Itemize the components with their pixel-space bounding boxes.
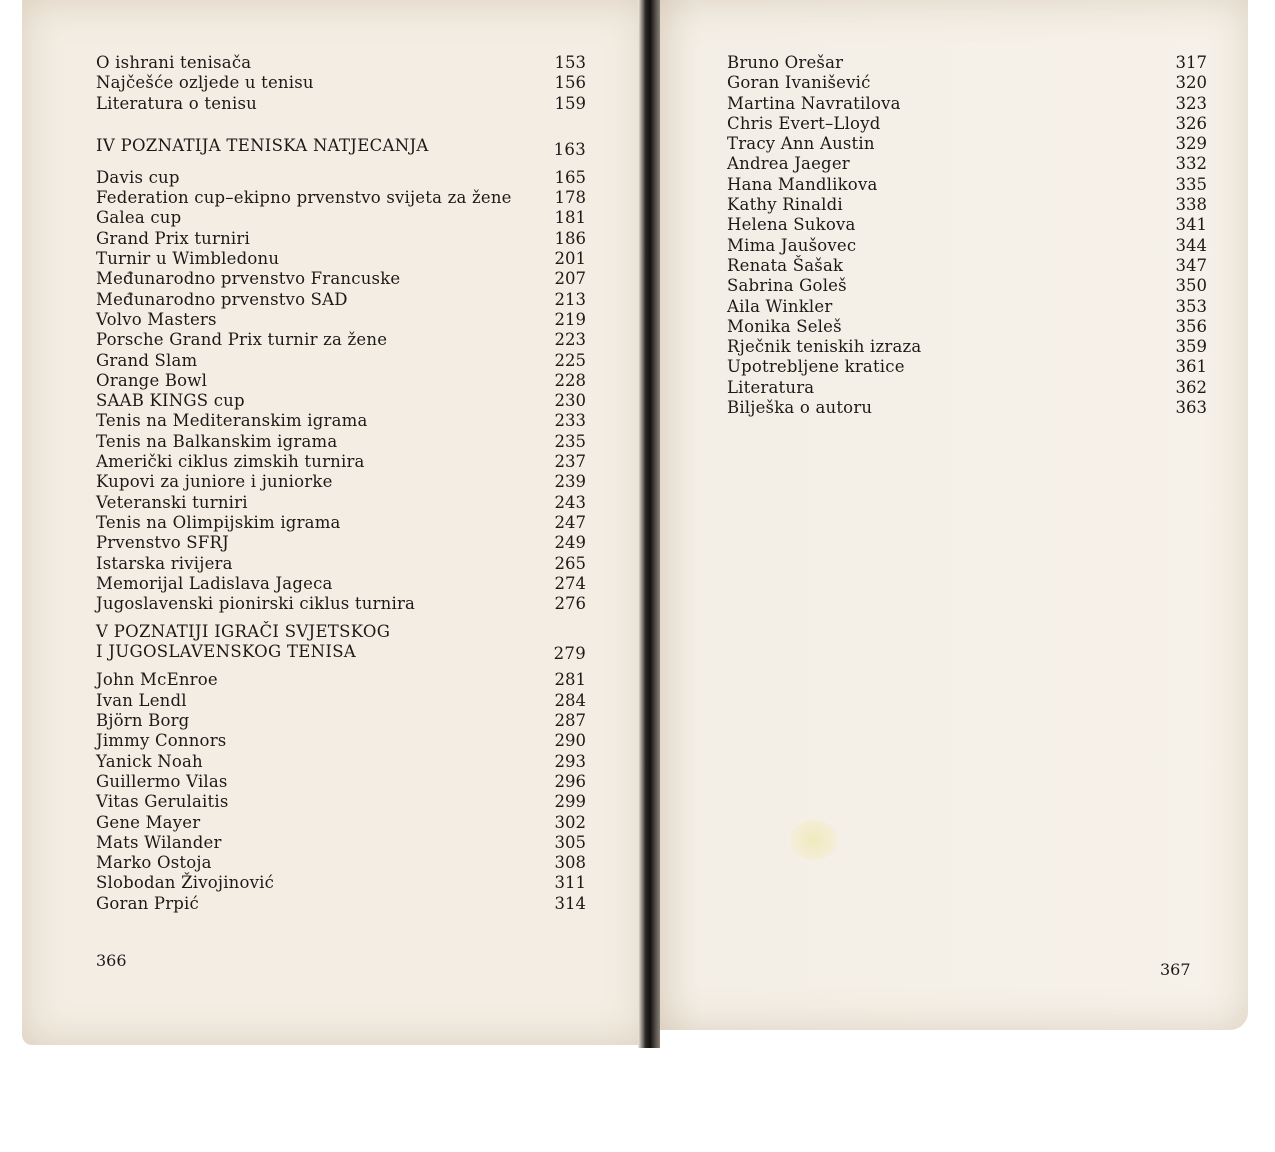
toc-group-right xyxy=(727,53,1207,418)
toc-entry-page: 363 xyxy=(1175,398,1207,418)
toc-entry-title: Literatura xyxy=(727,377,815,397)
toc-entry-title: Goran Ivanišević xyxy=(727,73,871,93)
section-iv-page: 163 xyxy=(553,139,586,159)
toc-entry xyxy=(727,94,1207,114)
toc-entry xyxy=(96,752,586,772)
toc-entry-title: Martina Navratilova xyxy=(727,93,901,113)
toc-entry-page: 329 xyxy=(1175,134,1207,154)
toc-entry-title: Vitas Gerulaitis xyxy=(96,792,229,812)
toc-entry-title: Björn Borg xyxy=(96,711,190,731)
toc-entry-title: Andrea Jaeger xyxy=(727,154,850,174)
page-number-left: 366 xyxy=(96,951,127,970)
toc-entry-title: Bilješka o autoru xyxy=(727,398,873,418)
toc-entry-page: 213 xyxy=(554,289,586,309)
toc-entry-title: Grand Prix turniri xyxy=(96,228,250,248)
toc-entry xyxy=(96,411,586,431)
toc-entry-page: 274 xyxy=(554,573,586,593)
toc-entry xyxy=(727,337,1207,357)
toc-entry-page: 299 xyxy=(554,792,586,812)
toc-entry-page: 362 xyxy=(1175,377,1207,397)
toc-entry xyxy=(96,229,586,249)
toc-entry-page: 243 xyxy=(554,492,586,512)
toc-entry-page: 207 xyxy=(554,269,586,289)
toc-entry-page: 311 xyxy=(554,873,586,893)
toc-entry xyxy=(727,276,1207,296)
toc-entry-page: 228 xyxy=(554,370,586,390)
toc-entry-title: Rječnik teniskih izraza xyxy=(727,337,922,357)
toc-right xyxy=(727,53,1207,418)
toc-entry-title: Tenis na Mediteranskim igrama xyxy=(96,411,368,431)
toc-entry-title: John McEnroe xyxy=(96,670,218,690)
toc-entry-title: Prvenstvo SFRJ xyxy=(96,533,229,553)
toc-entry-page: 165 xyxy=(554,167,586,187)
toc-entry-title: Turnir u Wimbledonu xyxy=(96,249,280,269)
toc-entry-title: Bruno Orešar xyxy=(727,53,844,72)
toc-group-top xyxy=(96,53,586,114)
toc-entry-page: 265 xyxy=(554,553,586,573)
toc-entry-title: Tenis na Balkanskim igrama xyxy=(96,431,338,451)
toc-entry-title: Renata Šašak xyxy=(727,255,844,275)
toc-entry-page: 249 xyxy=(554,533,586,553)
toc-entry xyxy=(96,574,586,594)
toc-entry-page: 359 xyxy=(1175,337,1207,357)
toc-entry-page: 356 xyxy=(1175,316,1207,336)
section-v-title-line2: I JUGOSLAVENSKOG TENISA xyxy=(96,642,357,662)
toc-entry-page: 178 xyxy=(554,188,586,208)
toc-entry-page: 323 xyxy=(1175,93,1207,113)
section-v-title-line1: V POZNATIJI IGRAČI SVJETSKOG xyxy=(96,622,391,642)
toc-entry-title: Marko Ostoja xyxy=(96,853,212,873)
toc-entry xyxy=(96,894,586,914)
toc-entry-page: 186 xyxy=(554,228,586,248)
toc-entry-title: Veteranski turniri xyxy=(96,492,248,512)
scanner-margin xyxy=(0,1048,1275,1152)
toc-entry-page: 347 xyxy=(1175,255,1207,275)
toc-entry-title: SAAB KINGS cup xyxy=(96,391,245,411)
toc-entry-page: 156 xyxy=(554,73,586,93)
toc-entry-page: 296 xyxy=(554,771,586,791)
toc-entry xyxy=(96,731,586,751)
toc-entry-page: 237 xyxy=(554,452,586,472)
toc-entry-title: Slobodan Živojinović xyxy=(96,873,275,893)
toc-entry xyxy=(96,493,586,513)
toc-entry-page: 302 xyxy=(554,812,586,832)
section-heading-iv xyxy=(96,136,586,160)
toc-entry-title: Volvo Masters xyxy=(96,309,217,329)
toc-entry-title: Upotrebljene kratice xyxy=(727,357,905,377)
toc-group-iv xyxy=(96,168,586,615)
toc-entry xyxy=(96,792,586,812)
toc-entry-page: 181 xyxy=(554,208,586,228)
toc-entry xyxy=(96,290,586,310)
toc-entry xyxy=(727,398,1207,418)
toc-entry-title: Helena Sukova xyxy=(727,215,856,235)
toc-entry-page: 308 xyxy=(554,853,586,873)
toc-entry-page: 338 xyxy=(1175,195,1207,215)
toc-entry-title: Goran Prpić xyxy=(96,893,199,913)
toc-entry xyxy=(96,310,586,330)
toc-entry-page: 350 xyxy=(1175,276,1207,296)
toc-entry-title: Jugoslavenski pionirski ciklus turnira xyxy=(96,594,416,614)
section-heading-v xyxy=(96,622,586,664)
toc-entry-title: Monika Seleš xyxy=(727,316,842,336)
toc-entry-title: Gene Mayer xyxy=(96,812,201,832)
toc-entry-title: Najčešće ozljede u tenisu xyxy=(96,73,314,93)
toc-entry-title: Tracy Ann Austin xyxy=(727,134,875,154)
toc-entry-title: Kupovi za juniore i juniorke xyxy=(96,472,333,492)
toc-entry xyxy=(727,357,1207,377)
toc-entry xyxy=(727,236,1207,256)
toc-entry-page: 159 xyxy=(554,93,586,113)
toc-entry-page: 326 xyxy=(1175,113,1207,133)
toc-entry-title: Jimmy Connors xyxy=(96,731,227,751)
toc-left xyxy=(96,53,586,914)
toc-entry-title: Mats Wilander xyxy=(96,832,222,852)
toc-entry-title: Grand Slam xyxy=(96,350,198,370)
toc-entry xyxy=(96,533,586,553)
toc-entry-page: 225 xyxy=(554,350,586,370)
toc-entry-title: Tenis na Olimpijskim igrama xyxy=(96,512,341,532)
toc-entry-title: Galea cup xyxy=(96,208,182,228)
toc-entry xyxy=(96,208,586,228)
toc-entry-page: 332 xyxy=(1175,154,1207,174)
toc-entry xyxy=(96,371,586,391)
toc-entry-page: 317 xyxy=(1175,53,1207,72)
toc-entry xyxy=(727,215,1207,235)
toc-entry-page: 153 xyxy=(554,53,586,72)
toc-entry-title: Guillermo Vilas xyxy=(96,771,228,791)
toc-entry-page: 239 xyxy=(554,472,586,492)
toc-entry-page: 284 xyxy=(554,690,586,710)
toc-entry-title: Literatura o tenisu xyxy=(96,93,257,113)
toc-entry-title: Međunarodno prvenstvo SAD xyxy=(96,289,348,309)
toc-entry-title: Sabrina Goleš xyxy=(727,276,847,296)
toc-entry xyxy=(727,154,1207,174)
toc-group-v xyxy=(96,670,586,914)
toc-entry-page: 230 xyxy=(554,391,586,411)
toc-entry-page: 305 xyxy=(554,832,586,852)
toc-entry xyxy=(727,73,1207,93)
toc-entry xyxy=(96,452,586,472)
toc-entry xyxy=(96,168,586,188)
paper-stain xyxy=(790,820,838,860)
toc-entry xyxy=(96,391,586,411)
toc-entry-title: Aila Winkler xyxy=(727,296,833,316)
toc-entry xyxy=(96,711,586,731)
toc-entry-title: Porsche Grand Prix turnir za žene xyxy=(96,330,388,350)
toc-entry xyxy=(96,670,586,690)
toc-entry-title: Istarska rivijera xyxy=(96,553,233,573)
toc-entry-page: 361 xyxy=(1175,357,1207,377)
toc-entry-title: Mima Jaušovec xyxy=(727,235,857,255)
toc-entry xyxy=(96,94,586,114)
toc-entry xyxy=(96,833,586,853)
toc-entry-title: Orange Bowl xyxy=(96,370,208,390)
page-number-right: 367 xyxy=(1160,960,1191,979)
toc-entry-title: O ishrani tenisača xyxy=(96,53,252,72)
toc-entry-title: Kathy Rinaldi xyxy=(727,195,843,215)
toc-entry xyxy=(727,378,1207,398)
toc-entry-title: Američki ciklus zimskih turnira xyxy=(96,452,365,472)
toc-entry-page: 335 xyxy=(1175,174,1207,194)
toc-entry xyxy=(96,691,586,711)
toc-entry-page: 281 xyxy=(554,670,586,690)
toc-entry xyxy=(96,853,586,873)
toc-entry xyxy=(96,73,586,93)
toc-entry xyxy=(727,195,1207,215)
toc-entry-page: 276 xyxy=(554,594,586,614)
toc-entry xyxy=(96,594,586,614)
toc-entry xyxy=(96,813,586,833)
toc-entry-title: Federation cup–ekipno prvenstvo svijeta za žene xyxy=(96,188,512,208)
toc-entry xyxy=(96,554,586,574)
toc-entry-page: 287 xyxy=(554,711,586,731)
toc-entry-title: Memorijal Ladislava Jageca xyxy=(96,573,333,593)
toc-entry-title: Međunarodno prvenstvo Francuske xyxy=(96,269,401,289)
toc-entry-page: 290 xyxy=(554,731,586,751)
toc-entry xyxy=(96,472,586,492)
toc-entry xyxy=(96,330,586,350)
toc-entry xyxy=(727,53,1207,73)
toc-entry xyxy=(96,432,586,452)
toc-entry xyxy=(96,513,586,533)
toc-entry-page: 219 xyxy=(554,309,586,329)
section-v-page: 279 xyxy=(553,644,586,664)
toc-entry-title: Hana Mandlikova xyxy=(727,174,878,194)
toc-entry xyxy=(727,317,1207,337)
toc-entry-page: 341 xyxy=(1175,215,1207,235)
toc-entry-title: Chris Evert–Lloyd xyxy=(727,113,881,133)
toc-entry-title: Davis cup xyxy=(96,167,180,187)
toc-entry-page: 344 xyxy=(1175,235,1207,255)
toc-entry-title: Ivan Lendl xyxy=(96,690,187,710)
toc-entry xyxy=(96,188,586,208)
toc-entry-page: 233 xyxy=(554,411,586,431)
toc-entry-page: 235 xyxy=(554,431,586,451)
toc-entry-page: 201 xyxy=(554,249,586,269)
toc-entry-page: 314 xyxy=(554,893,586,913)
toc-entry-title: Yanick Noah xyxy=(96,751,203,771)
toc-entry xyxy=(727,175,1207,195)
toc-entry xyxy=(96,772,586,792)
toc-entry-page: 293 xyxy=(554,751,586,771)
toc-entry xyxy=(96,873,586,893)
toc-entry xyxy=(96,249,586,269)
toc-entry xyxy=(96,269,586,289)
toc-entry-page: 320 xyxy=(1175,73,1207,93)
section-iv-title: IV POZNATIJA TENISKA NATJECANJA xyxy=(96,135,429,155)
toc-entry xyxy=(727,297,1207,317)
toc-entry-page: 223 xyxy=(554,330,586,350)
toc-entry xyxy=(727,256,1207,276)
toc-entry xyxy=(96,53,586,73)
toc-entry xyxy=(727,134,1207,154)
toc-entry xyxy=(96,351,586,371)
toc-entry-page: 247 xyxy=(554,512,586,532)
toc-entry-page: 353 xyxy=(1175,296,1207,316)
book-gutter xyxy=(638,0,660,1048)
toc-entry xyxy=(727,114,1207,134)
